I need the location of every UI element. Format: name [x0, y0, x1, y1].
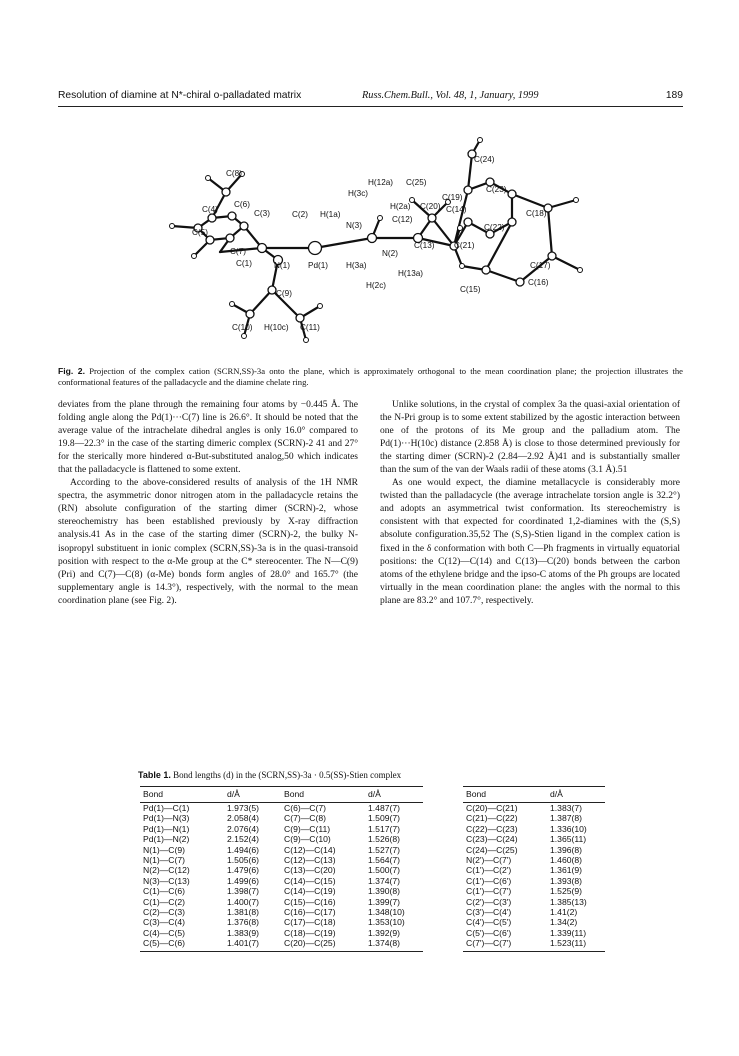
atom-label: C(17) [530, 261, 551, 270]
bond-cell: N(1)—C(7) [143, 855, 186, 866]
table-row [140, 845, 282, 855]
bond-cell: C(16)—C(17) [284, 907, 336, 918]
length-cell: 1.339(11) [550, 927, 587, 938]
table-row [463, 813, 605, 823]
table-row [140, 865, 282, 875]
bond-cell: C(3')—C(4') [466, 907, 512, 918]
atom-label: N(2) [382, 249, 398, 258]
bond-cell: C(1)—C(2) [143, 896, 186, 907]
atom-label: C(20) [420, 202, 441, 211]
table-row [281, 845, 423, 855]
bond-cell: Pd(1)—N(2) [143, 834, 190, 845]
bond-cell: C(24)—C(25) [466, 844, 518, 855]
atom-label: C(7) [230, 247, 246, 256]
column-header-length: d/Å [365, 787, 423, 803]
table-row [281, 824, 423, 834]
table-header-row [281, 787, 423, 803]
figure-caption [58, 366, 683, 388]
atom-label: C(21) [454, 241, 475, 250]
atom-label: N(1) [274, 261, 290, 270]
table-row [281, 897, 423, 907]
atom-label: H(3a) [346, 261, 367, 270]
length-cell: 1.398(7) [227, 886, 260, 897]
bond-cell: C(18)—C(19) [284, 927, 336, 938]
length-cell: 1.392(9) [368, 927, 401, 938]
length-cell: 1.479(6) [227, 865, 260, 876]
length-cell: 1.348(10) [368, 907, 405, 918]
caption-label: Fig. 2. [58, 366, 85, 376]
atom-label: C(24) [474, 155, 495, 164]
length-cell: 1.376(8) [227, 917, 260, 928]
bond-table-part-3 [463, 786, 605, 952]
atom-label: H(3c) [348, 189, 369, 198]
table-row [140, 928, 282, 938]
molecule-drawing [150, 130, 610, 362]
caption-text: Projection of the complex cation (SCRN,SS)-3a onto the plane, which is approximately orthogonal to the mean coordination plane; the projection illustrates the conformational features of the palladacycle and the diamine chelate ring. [58, 366, 683, 387]
table-row [281, 803, 423, 814]
header-journal: Russ.Chem.Bull., Vol. 48, 1, January, 1999 [362, 90, 539, 101]
column-header-bond: Bond [463, 787, 547, 803]
table-row [281, 813, 423, 823]
table-row [463, 803, 605, 814]
table-row [140, 824, 282, 834]
length-cell: 1.509(7) [368, 813, 401, 824]
atom-label: C(14) [446, 205, 467, 214]
table-row [140, 876, 282, 886]
length-cell: 1.361(9) [550, 865, 583, 876]
bond-cell: C(1')—C(6') [466, 875, 512, 886]
length-cell: 1.390(8) [368, 886, 401, 897]
bond-cell: C(4')—C(5') [466, 917, 512, 928]
length-cell: 1.365(11) [550, 834, 587, 845]
left-column [58, 399, 358, 608]
table-row [463, 938, 605, 951]
table-row [463, 897, 605, 907]
table-row [281, 886, 423, 896]
table-row [281, 855, 423, 865]
atom-label: C(19) [442, 193, 463, 202]
bond-cell: C(14)—C(19) [284, 886, 336, 897]
table-row [463, 834, 605, 844]
length-cell: 1.393(8) [550, 875, 583, 886]
length-cell: 1.396(8) [550, 844, 583, 855]
bond-cell: C(23)—C(24) [466, 834, 518, 845]
atom-label: H(2a) [390, 202, 411, 211]
atom-label: C(4) [202, 205, 218, 214]
bond-cell: C(1')—C(7') [466, 886, 512, 897]
bond-cell: N(1)—C(9) [143, 844, 186, 855]
atom-label: C(10) [232, 323, 253, 332]
table-row [463, 917, 605, 927]
length-cell: 1.487(7) [368, 803, 401, 813]
atom-label: C(22) [484, 223, 505, 232]
length-cell: 1.973(5) [227, 803, 260, 813]
atom-label: C(3) [254, 209, 270, 218]
length-cell: 1.353(10) [368, 917, 405, 928]
table-title [138, 770, 401, 780]
atom-label: C(15) [460, 285, 481, 294]
table-row [463, 928, 605, 938]
atom-label: C(25) [406, 178, 427, 187]
atom-label: C(18) [526, 209, 547, 218]
atom-label: C(6) [234, 200, 250, 209]
length-cell: 1.523(11) [547, 938, 605, 951]
bond-cell: C(4)—C(5) [143, 927, 186, 938]
length-cell: 1.41(2) [550, 907, 578, 918]
table-row [463, 824, 605, 834]
bond-cell: C(9)—C(10) [284, 834, 331, 845]
length-cell: 1.383(7) [550, 803, 583, 813]
table-row [140, 813, 282, 823]
table-row [463, 845, 605, 855]
atom-label: C(1) [236, 259, 252, 268]
length-cell: 1.525(9) [550, 886, 583, 897]
length-cell: 1.381(8) [227, 907, 260, 918]
table-row [281, 917, 423, 927]
length-cell: 2.076(4) [227, 823, 260, 834]
bond-cell: C(12)—C(13) [284, 855, 336, 866]
bond-cell: C(7)—C(8) [284, 813, 327, 824]
length-cell: 1.374(7) [368, 875, 401, 886]
table-row [140, 938, 282, 951]
bond-cell: C(20)—C(21) [466, 803, 518, 813]
length-cell: 1.527(7) [368, 844, 401, 855]
bond-cell: C(2)—C(3) [143, 907, 186, 918]
atom-label: N(3) [346, 221, 362, 230]
atom-label: H(12a) [368, 178, 394, 187]
atom-label: C(12) [392, 215, 413, 224]
atom-label: H(2c) [366, 281, 387, 290]
atom-label: C(5) [192, 228, 208, 237]
length-cell: 1.564(7) [368, 855, 401, 866]
length-cell: 1.385(13) [550, 896, 587, 907]
column-header-bond: Bond [281, 787, 365, 803]
bond-cell: C(15)—C(16) [284, 896, 336, 907]
molecular-structure-figure [150, 130, 610, 362]
bond-cell: C(5)—C(6) [140, 938, 224, 951]
bond-cell: N(3)—C(13) [143, 875, 190, 886]
table-header-row [140, 787, 282, 803]
bond-cell: C(14)—C(15) [284, 875, 336, 886]
table-row [463, 876, 605, 886]
header-rule [58, 106, 683, 107]
bond-cell: Pd(1)—N(1) [143, 823, 190, 834]
bond-cell: C(2')—C(3') [466, 896, 512, 907]
table-row [463, 855, 605, 865]
paragraph: deviates from the plane through the remaining four atoms by −0.445 Å. The folding angle along the Pd(1)···C(7) line is 26.6°. It should be noted that the average value of the intrachelate dihedral angles is only 16.0° compared to 19.8—22.3° in the case of the starting dimeric complex (SCRN)-2 41 and 27° for the sterically more hindered α-But-substituted analog,50 which indicates that the palladacycle is flattened to some extent. [58, 400, 358, 476]
bond-cell: C(1')—C(2') [466, 865, 512, 876]
atom-label: C(11) [300, 323, 320, 332]
table-row [140, 886, 282, 896]
length-cell: 1.399(7) [368, 896, 401, 907]
bond-table-part-1 [140, 786, 282, 952]
paragraph: Unlike solutions, in the crystal of complex 3a the quasi-axial orientation of the N-Pri group is to some extent stabilized by the agostic interaction between one of the protons of its Me group and the palladium atom. The Pd(1)···H(10c) distance (2.858 Å) is close to those determined previously for the starting dimer (SCRN)-2 (2.84—2.92 Å)41 and is substantially smaller than the sum of the van der Waals radii of these atoms (3.1 Å).51 [380, 400, 680, 476]
header-title: Resolution of diamine at N*-chiral o-palladated matrix [58, 90, 302, 101]
atom-label: C(23) [486, 185, 507, 194]
atom-label: Pd(1) [308, 261, 329, 270]
table-row [281, 876, 423, 886]
table-row [463, 865, 605, 875]
table-row [463, 886, 605, 896]
atom-label: H(10c) [264, 323, 289, 332]
bond-cell: C(3)—C(4) [143, 917, 186, 928]
paragraph: According to the above-considered results of analysis of the 1H NMR spectra, the asymmetric donor nitrogen atom in the palladacycle retains the (RN) absolute configuration of the starting dimer (SCRN)-2, whose stereochemistry has been established previously by X-ray diffraction analysis.41 As in the case of the starting dimer (SCRN)-2, the bulky N-isopropyl substituent in ionic complex (SCRN,SS)-3a is in the quasi-transoid position with respect to the α-Me group at the C* stereocenter. The N—C(9) (Pri) and C(7)—C(8) (α-Me) bonds form angles of 28.0° and 165.7° (the supplementary angle is 14.3°), respectively, with the normal to the mean coordination plane (see Fig. 2). [58, 478, 358, 606]
column-header-length: d/Å [224, 787, 282, 803]
bond-cell: C(9)—C(11) [284, 823, 331, 834]
table-row [140, 855, 282, 865]
length-cell: 1.401(7) [224, 938, 282, 951]
bond-cell: N(2)—C(12) [143, 865, 190, 876]
table-row [140, 834, 282, 844]
table-row [281, 907, 423, 917]
length-cell: 1.383(9) [227, 927, 260, 938]
length-cell: 1.499(6) [227, 875, 260, 886]
bond-cell: C(22)—C(23) [466, 823, 518, 834]
table-row [281, 938, 423, 951]
bond-cell: C(6)—C(7) [284, 803, 327, 813]
length-cell: 1.526(8) [368, 834, 401, 845]
bond-cell: C(1)—C(6) [143, 886, 186, 897]
length-cell: 1.500(7) [368, 865, 401, 876]
bond-cell: Pd(1)—N(3) [143, 813, 190, 824]
atom-label: C(13) [414, 241, 435, 250]
page-number: 189 [665, 90, 683, 101]
length-cell: 2.152(4) [227, 834, 260, 845]
table-row [281, 865, 423, 875]
length-cell: 1.517(7) [368, 823, 401, 834]
bond-cell: C(21)—C(22) [466, 813, 518, 824]
table-label: Table 1. [138, 770, 171, 780]
paragraph: As one would expect, the diamine metallacycle is considerably more twisted than the palladacycle (the average intrachelate torsion angle is 32.2°) and adopts an asymmetrical twist conformation. Its stereochemistry is consistent with that expected for coordinated 1,2-diamines with the (S,S) absolute configuration.35,52 The (S,S)-Stien ligand in the complex cation is fixed in the δ conformation with both C—Ph fragments in virtually equatorial positions: the C(12)—C(14) and C(13)—C(20) bonds between the carbon atoms of the ethylene bridge and the ipso-C atoms of the Ph groups are located virtually in the mean coordination plane: the angles with the normal to this plane are 83.2° and 107.7°, respectively. [380, 478, 680, 606]
bond-cell: Pd(1)—C(1) [143, 803, 190, 813]
table-row [140, 917, 282, 927]
length-cell: 2.058(4) [227, 813, 260, 824]
length-cell: 1.494(6) [227, 844, 260, 855]
table-row [281, 928, 423, 938]
right-column [380, 399, 680, 608]
atom-label: C(16) [528, 278, 549, 287]
length-cell: 1.387(8) [550, 813, 583, 824]
running-header [58, 90, 683, 106]
atom-label: C(2) [292, 210, 308, 219]
atom-label: C(8) [226, 169, 242, 178]
bond-cell: C(17)—C(18) [284, 917, 336, 928]
table-caption: Bond lengths (d) in the (SCRN,SS)-3a · 0.5(SS)-Stien complex [173, 770, 402, 780]
table-row [140, 897, 282, 907]
column-header-length: d/Å [547, 787, 605, 803]
bond-cell: C(5')—C(6') [466, 927, 512, 938]
table-row [140, 907, 282, 917]
bond-cell: N(2')—C(7') [466, 855, 512, 866]
atom-label: H(13a) [398, 269, 424, 278]
length-cell: 1.505(6) [227, 855, 260, 866]
table-header-row [463, 787, 605, 803]
bond-cell: C(7')—C(7') [463, 938, 547, 951]
length-cell: 1.374(8) [365, 938, 423, 951]
bond-table-part-2 [281, 786, 423, 952]
length-cell: 1.34(2) [550, 917, 578, 928]
atom-label: H(1a) [320, 210, 341, 219]
atom-label: C(9) [276, 289, 292, 298]
table-row [463, 907, 605, 917]
bond-cell: C(20)—C(25) [281, 938, 365, 951]
table-row [281, 834, 423, 844]
length-cell: 1.460(8) [550, 855, 583, 866]
bond-cell: C(12)—C(14) [284, 844, 336, 855]
table-row [140, 803, 282, 814]
bond-cell: C(13)—C(20) [284, 865, 336, 876]
length-cell: 1.400(7) [227, 896, 260, 907]
length-cell: 1.336(10) [550, 823, 587, 834]
column-header-bond: Bond [140, 787, 224, 803]
